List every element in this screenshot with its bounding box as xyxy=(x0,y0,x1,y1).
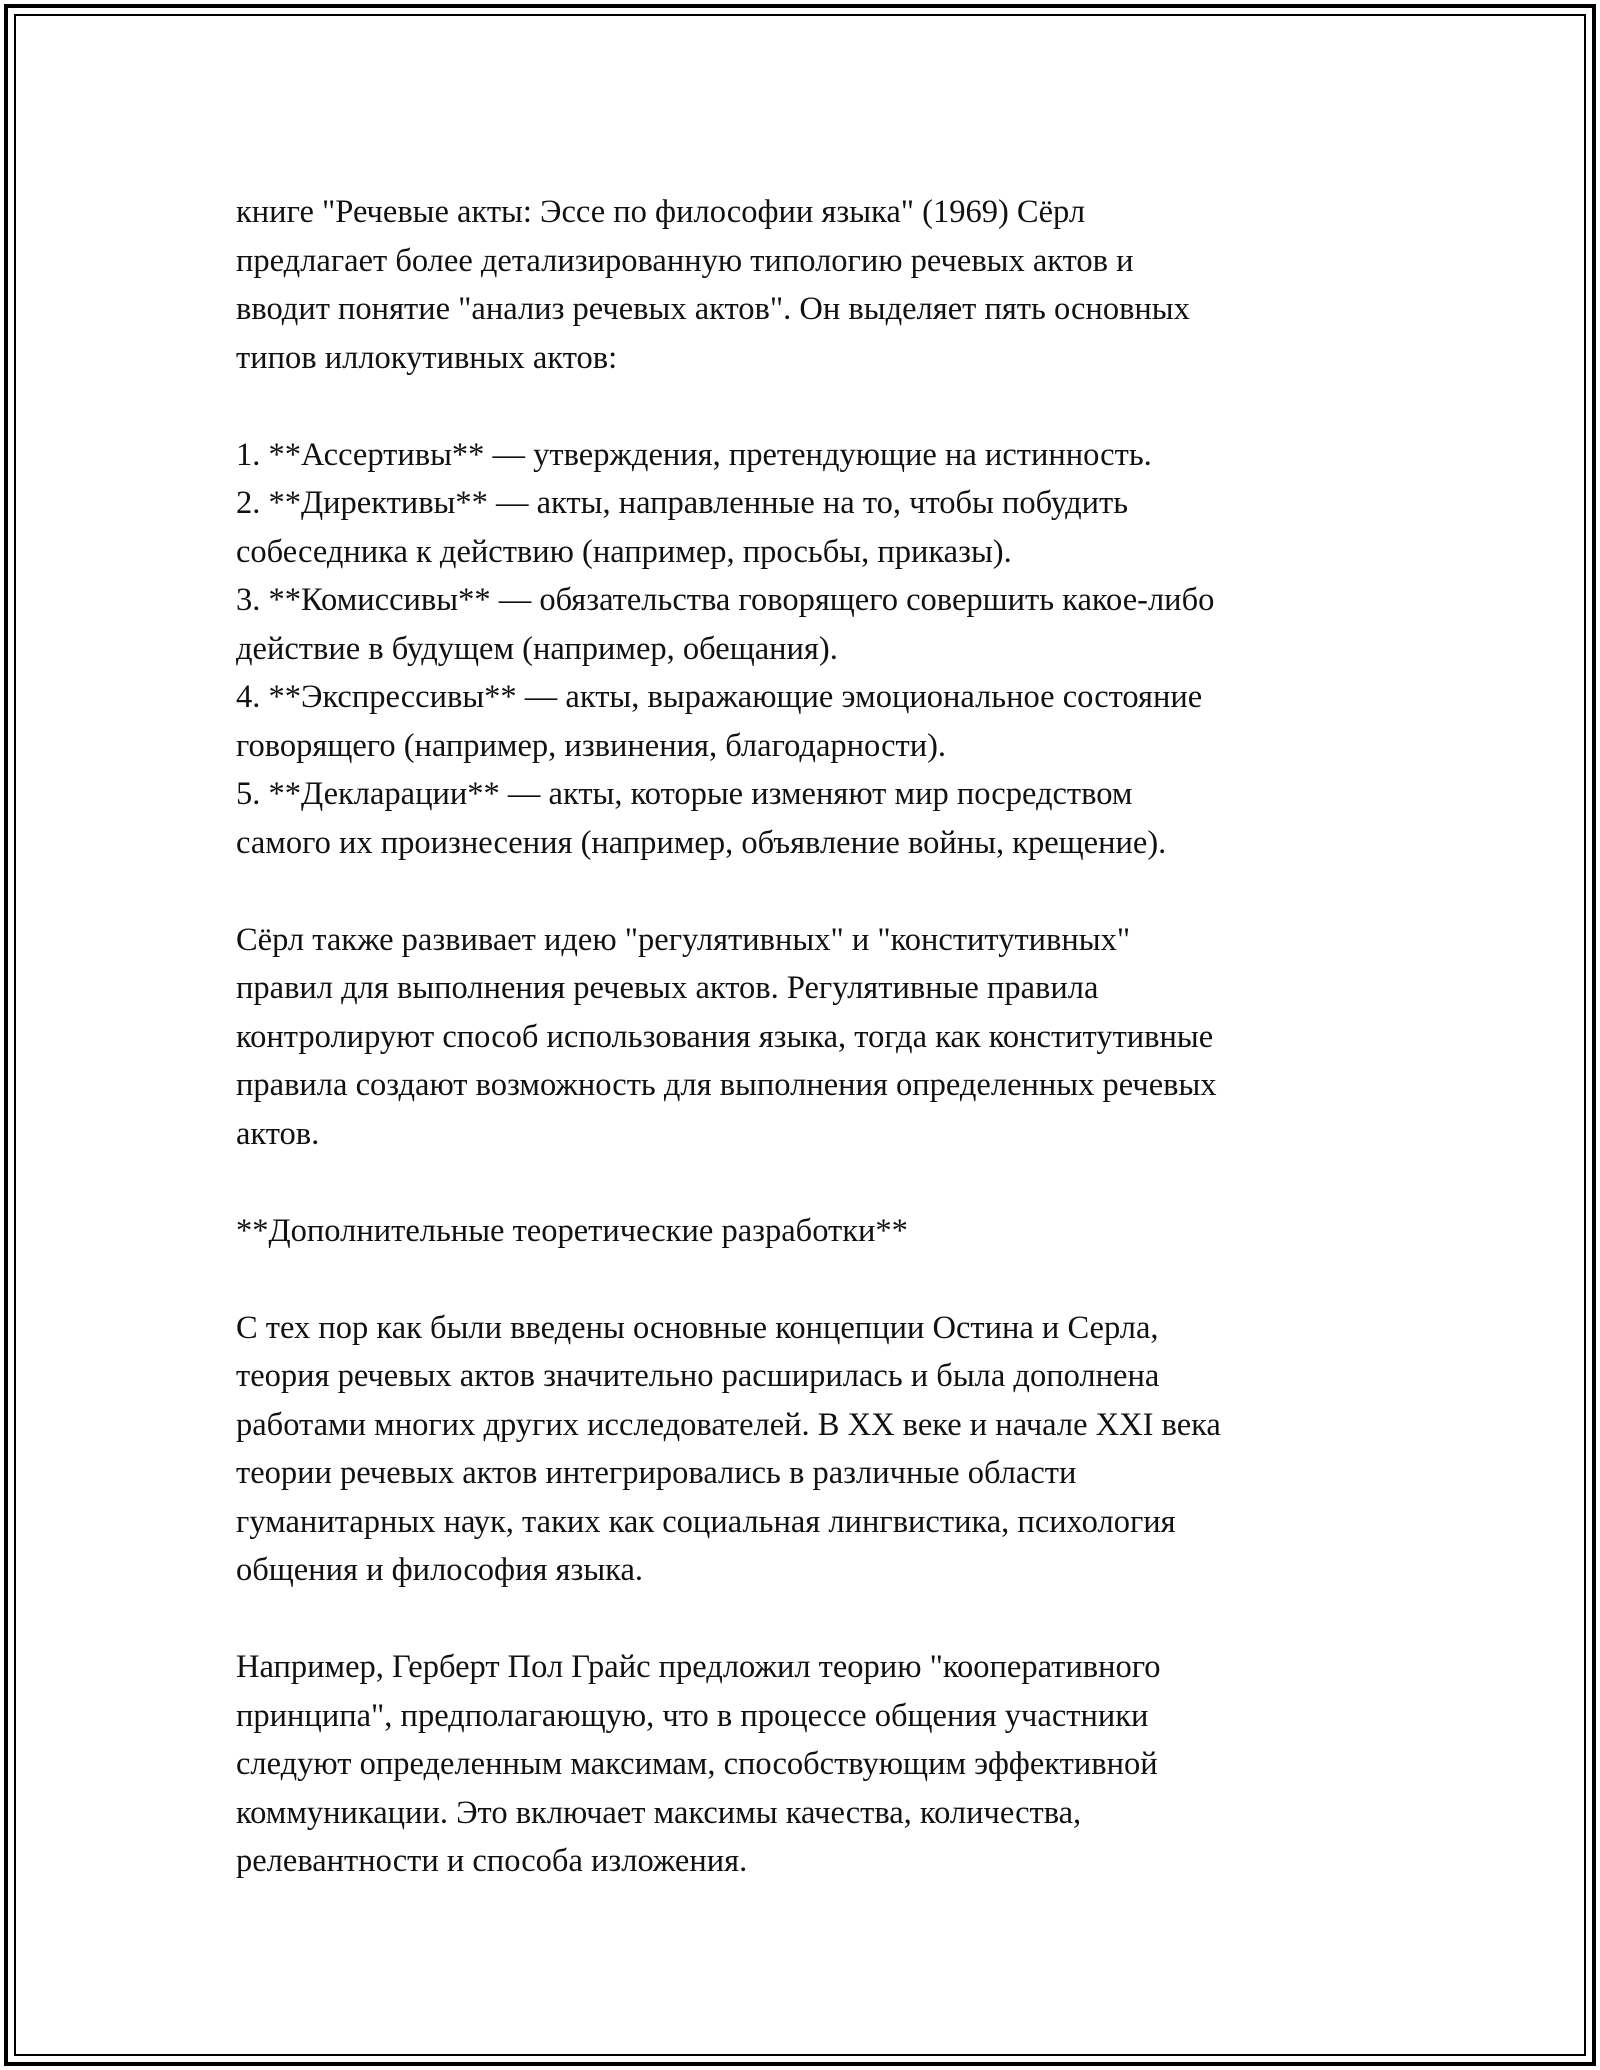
list-item-commissives: 3. **Комиссивы** — обязательства говорящего совершить какое-либо xyxy=(236,582,1215,618)
section-heading: **Дополнительные теоретические разработки** xyxy=(236,1212,908,1249)
text-line: коммуникации. Это включает максимы качества, количества, xyxy=(236,1794,1082,1831)
text-line: правил для выполнения речевых актов. Регулятивные правила xyxy=(236,970,1099,1006)
text-line: Например, Герберт Пол Грайс предложил теорию "кооперативного xyxy=(236,1649,1161,1685)
document-body xyxy=(236,188,1366,1886)
text-line: следуют определенным максимам, способствующим эффективной xyxy=(236,1746,1158,1782)
text-line: говорящего (например, извинения, благодарности). xyxy=(236,727,947,764)
list-item-assertives: 1. **Ассертивы** — утверждения, претендующие на истинность. xyxy=(236,436,1152,473)
list-item-directives: 2. **Директивы** — акты, направленные на то, чтобы побудить xyxy=(236,485,1129,521)
text-line: С тех пор как были введены основные концепции Остина и Серла, xyxy=(236,1309,1159,1346)
text-line: вводит понятие "анализ речевых актов". Он выделяет пять основных xyxy=(236,291,1190,327)
text-line: контролируют способ использования языка, тогда как конститутивные xyxy=(236,1018,1214,1055)
text-line: теории речевых актов интегрировались в различные области xyxy=(236,1455,1077,1491)
list-item-declarations: 5. **Декларации** — акты, которые изменяют мир посредством xyxy=(236,776,1133,812)
text-line: актов. xyxy=(236,1115,320,1152)
text-line: самого их произнесения (например, объявление войны, крещение). xyxy=(236,824,1167,861)
blank-line xyxy=(236,1255,1366,1304)
text-line: правила создают возможность для выполнения определенных речевых xyxy=(236,1067,1217,1103)
text-line: Сёрл также развивает идею "регулятивных" и "конститутивных" xyxy=(236,921,1131,958)
text-line: предлагает более детализированную типологию речевых актов и xyxy=(236,242,1134,279)
text-line: гуманитарных наук, таких как социальная лингвистика, психология xyxy=(236,1503,1176,1540)
text-line: книге "Речевые акты: Эссе по философии языка" (1969) Сёрл xyxy=(236,194,1086,230)
blank-line xyxy=(236,867,1366,916)
text-line: релевантности и способа изложения. xyxy=(236,1843,748,1879)
text-line: собеседника к действию (например, просьбы, приказы). xyxy=(236,533,1012,570)
blank-line xyxy=(236,1158,1366,1207)
blank-line xyxy=(236,1595,1366,1644)
blank-line xyxy=(236,382,1366,431)
text-line: типов иллокутивных актов: xyxy=(236,339,618,376)
text-line: принципа", предполагающую, что в процессе общения участники xyxy=(236,1697,1149,1734)
text-line: теория речевых актов значительно расширилась и была дополнена xyxy=(236,1358,1160,1394)
text-line: действие в будущем (например, обещания). xyxy=(236,630,838,667)
list-item-expressives: 4. **Экспрессивы** — акты, выражающие эмоциональное состояние xyxy=(236,679,1203,715)
text-line: общения и философия языка. xyxy=(236,1552,644,1588)
text-line: работами многих других исследователей. В XX веке и начале XXI века xyxy=(236,1406,1221,1443)
